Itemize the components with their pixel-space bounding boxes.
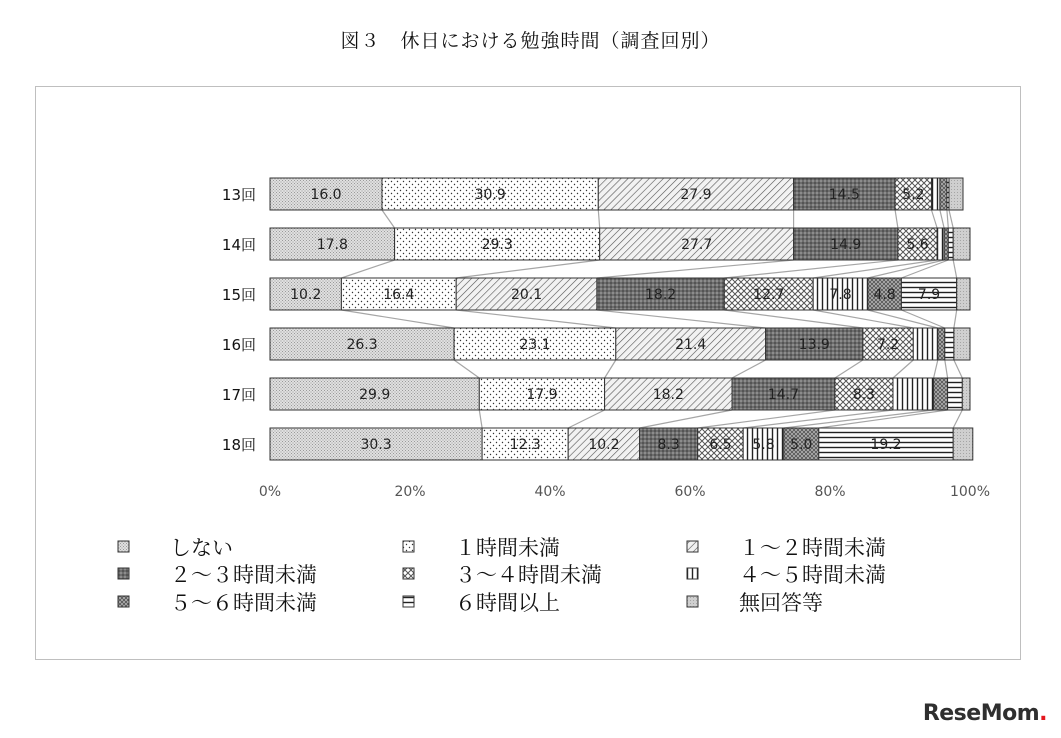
- x-axis: [259, 484, 990, 500]
- data-label: 5.8: [752, 437, 775, 453]
- bar-segment: [932, 178, 940, 210]
- data-label: 8.3: [657, 437, 680, 453]
- series-connector-line: [784, 410, 934, 428]
- data-label: 30.3: [360, 437, 392, 453]
- data-label: 16.4: [383, 287, 415, 303]
- x-tick-label: 100%: [949, 484, 991, 500]
- series-connector-line: [949, 210, 953, 228]
- series-connector-line: [954, 360, 962, 378]
- data-label: 20.1: [510, 287, 543, 303]
- data-label: 14.7: [767, 387, 800, 403]
- category-label: 17回: [221, 386, 256, 404]
- series-connector-line: [813, 310, 913, 328]
- data-label: 5.6: [906, 237, 929, 253]
- x-tick-label: 20%: [394, 484, 426, 500]
- series-connector-line: [597, 310, 766, 328]
- legend-swatch: [403, 541, 414, 552]
- series-connector-line: [456, 260, 600, 278]
- data-label: 12.3: [509, 437, 541, 453]
- series-connector-line: [568, 410, 604, 428]
- data-label: 16.0: [310, 187, 342, 203]
- legend-swatch: [403, 596, 414, 607]
- data-label: 12.7: [753, 287, 785, 303]
- data-label: 27.7: [681, 237, 713, 253]
- data-label: 21.4: [675, 337, 707, 353]
- resemom-watermark: ReseMom.: [922, 701, 1047, 726]
- series-connector-line: [479, 410, 482, 428]
- legend-label: しない: [170, 536, 233, 560]
- bar-segment: [953, 428, 973, 460]
- series-connector-line: [953, 410, 962, 428]
- bar-segment: [945, 328, 954, 360]
- legend-swatch: [403, 568, 414, 579]
- legend: [118, 536, 886, 615]
- data-label: 26.3: [346, 337, 378, 353]
- bar-segment: [954, 328, 970, 360]
- series-connector-line: [835, 360, 863, 378]
- data-label: 5.2: [902, 187, 925, 203]
- legend-swatch: [118, 596, 129, 607]
- data-label: 14.5: [828, 187, 860, 203]
- bar-segment: [937, 228, 944, 260]
- series-connector-line: [382, 210, 395, 228]
- series-connector-line: [732, 360, 766, 378]
- x-tick-label: 80%: [814, 484, 846, 500]
- legend-swatch: [687, 541, 698, 552]
- category-label: 15回: [221, 286, 256, 304]
- legend-label: ５～６時間未満: [170, 591, 317, 615]
- bar-segment: [940, 178, 947, 210]
- data-label: 4.8: [873, 287, 896, 303]
- series-connector-line: [605, 360, 616, 378]
- data-label: 18.2: [645, 287, 677, 303]
- data-label: 17.8: [316, 237, 348, 253]
- series-connector-line: [893, 360, 913, 378]
- bar-segment: [948, 378, 963, 410]
- chart-title: 図３ 休日における勉強時間（調査回別）: [340, 30, 721, 52]
- x-tick-label: 0%: [258, 484, 282, 500]
- legend-label: １時間未満: [455, 536, 560, 560]
- series-connector-line: [940, 210, 944, 228]
- data-label: 14.9: [830, 237, 862, 253]
- series-connector-line: [934, 360, 938, 378]
- bar-segment: [957, 278, 970, 310]
- legend-label: ２～３時間未満: [170, 563, 317, 587]
- bar-segment: [913, 328, 938, 360]
- data-label: 13.9: [798, 337, 830, 353]
- legend-label: 無回答等: [739, 591, 823, 615]
- series-connector-line: [953, 260, 957, 278]
- bar-segment: [949, 178, 963, 210]
- series-connector-line: [598, 210, 599, 228]
- category-label: 14回: [221, 236, 256, 254]
- bar-segment: [938, 328, 945, 360]
- bar-segment: [934, 378, 948, 410]
- legend-swatch: [687, 568, 698, 579]
- data-label: 5.0: [790, 437, 813, 453]
- category-label: 18回: [221, 436, 256, 454]
- series-connector-line: [454, 360, 479, 378]
- data-label: 23.1: [519, 337, 551, 353]
- series-connector-line: [901, 310, 944, 328]
- data-label: 10.2: [290, 287, 322, 303]
- x-tick-label: 40%: [534, 484, 566, 500]
- legend-label: ３～４時間未満: [455, 563, 602, 587]
- data-label: 7.8: [829, 287, 852, 303]
- x-tick-label: 60%: [674, 484, 706, 500]
- legend-swatch: [118, 541, 129, 552]
- legend-label: ４～５時間未満: [739, 563, 886, 587]
- data-label: 18.2: [652, 387, 684, 403]
- series-connector-line: [456, 310, 616, 328]
- data-label: 7.2: [876, 337, 900, 353]
- bar-segment: [953, 228, 970, 260]
- category-label: 16回: [221, 336, 256, 354]
- data-label: 17.9: [526, 387, 558, 403]
- series-connector-line: [597, 260, 794, 278]
- data-label: 8.3: [852, 387, 876, 403]
- data-label: 29.3: [481, 237, 513, 253]
- bar-segment: [893, 378, 934, 410]
- legend-label: ６時間以上: [455, 591, 560, 615]
- series-connector-line: [947, 210, 948, 228]
- series-connector-line: [819, 410, 948, 428]
- series-connector-line: [954, 310, 957, 328]
- series-connector-line: [895, 210, 898, 228]
- data-label: 29.9: [359, 387, 391, 403]
- data-label: 19.2: [870, 437, 902, 453]
- category-label: 13回: [221, 186, 256, 204]
- legend-label: １～２時間未満: [739, 536, 886, 560]
- data-label: 30.9: [474, 187, 506, 203]
- data-label: 27.9: [680, 187, 712, 203]
- bar-segment: [948, 228, 953, 260]
- legend-swatch: [118, 568, 129, 579]
- data-label: 7.9: [917, 287, 941, 303]
- series-connector-line: [341, 310, 454, 328]
- series-connector-line: [932, 210, 938, 228]
- data-label: 10.2: [588, 437, 620, 453]
- bar-segment: [944, 228, 948, 260]
- bar-segment: [962, 378, 970, 410]
- series-connector-line: [341, 260, 394, 278]
- legend-swatch: [687, 596, 698, 607]
- data-label: 6.5: [709, 437, 732, 453]
- series-connector-line: [945, 360, 948, 378]
- series-connector-line: [868, 310, 938, 328]
